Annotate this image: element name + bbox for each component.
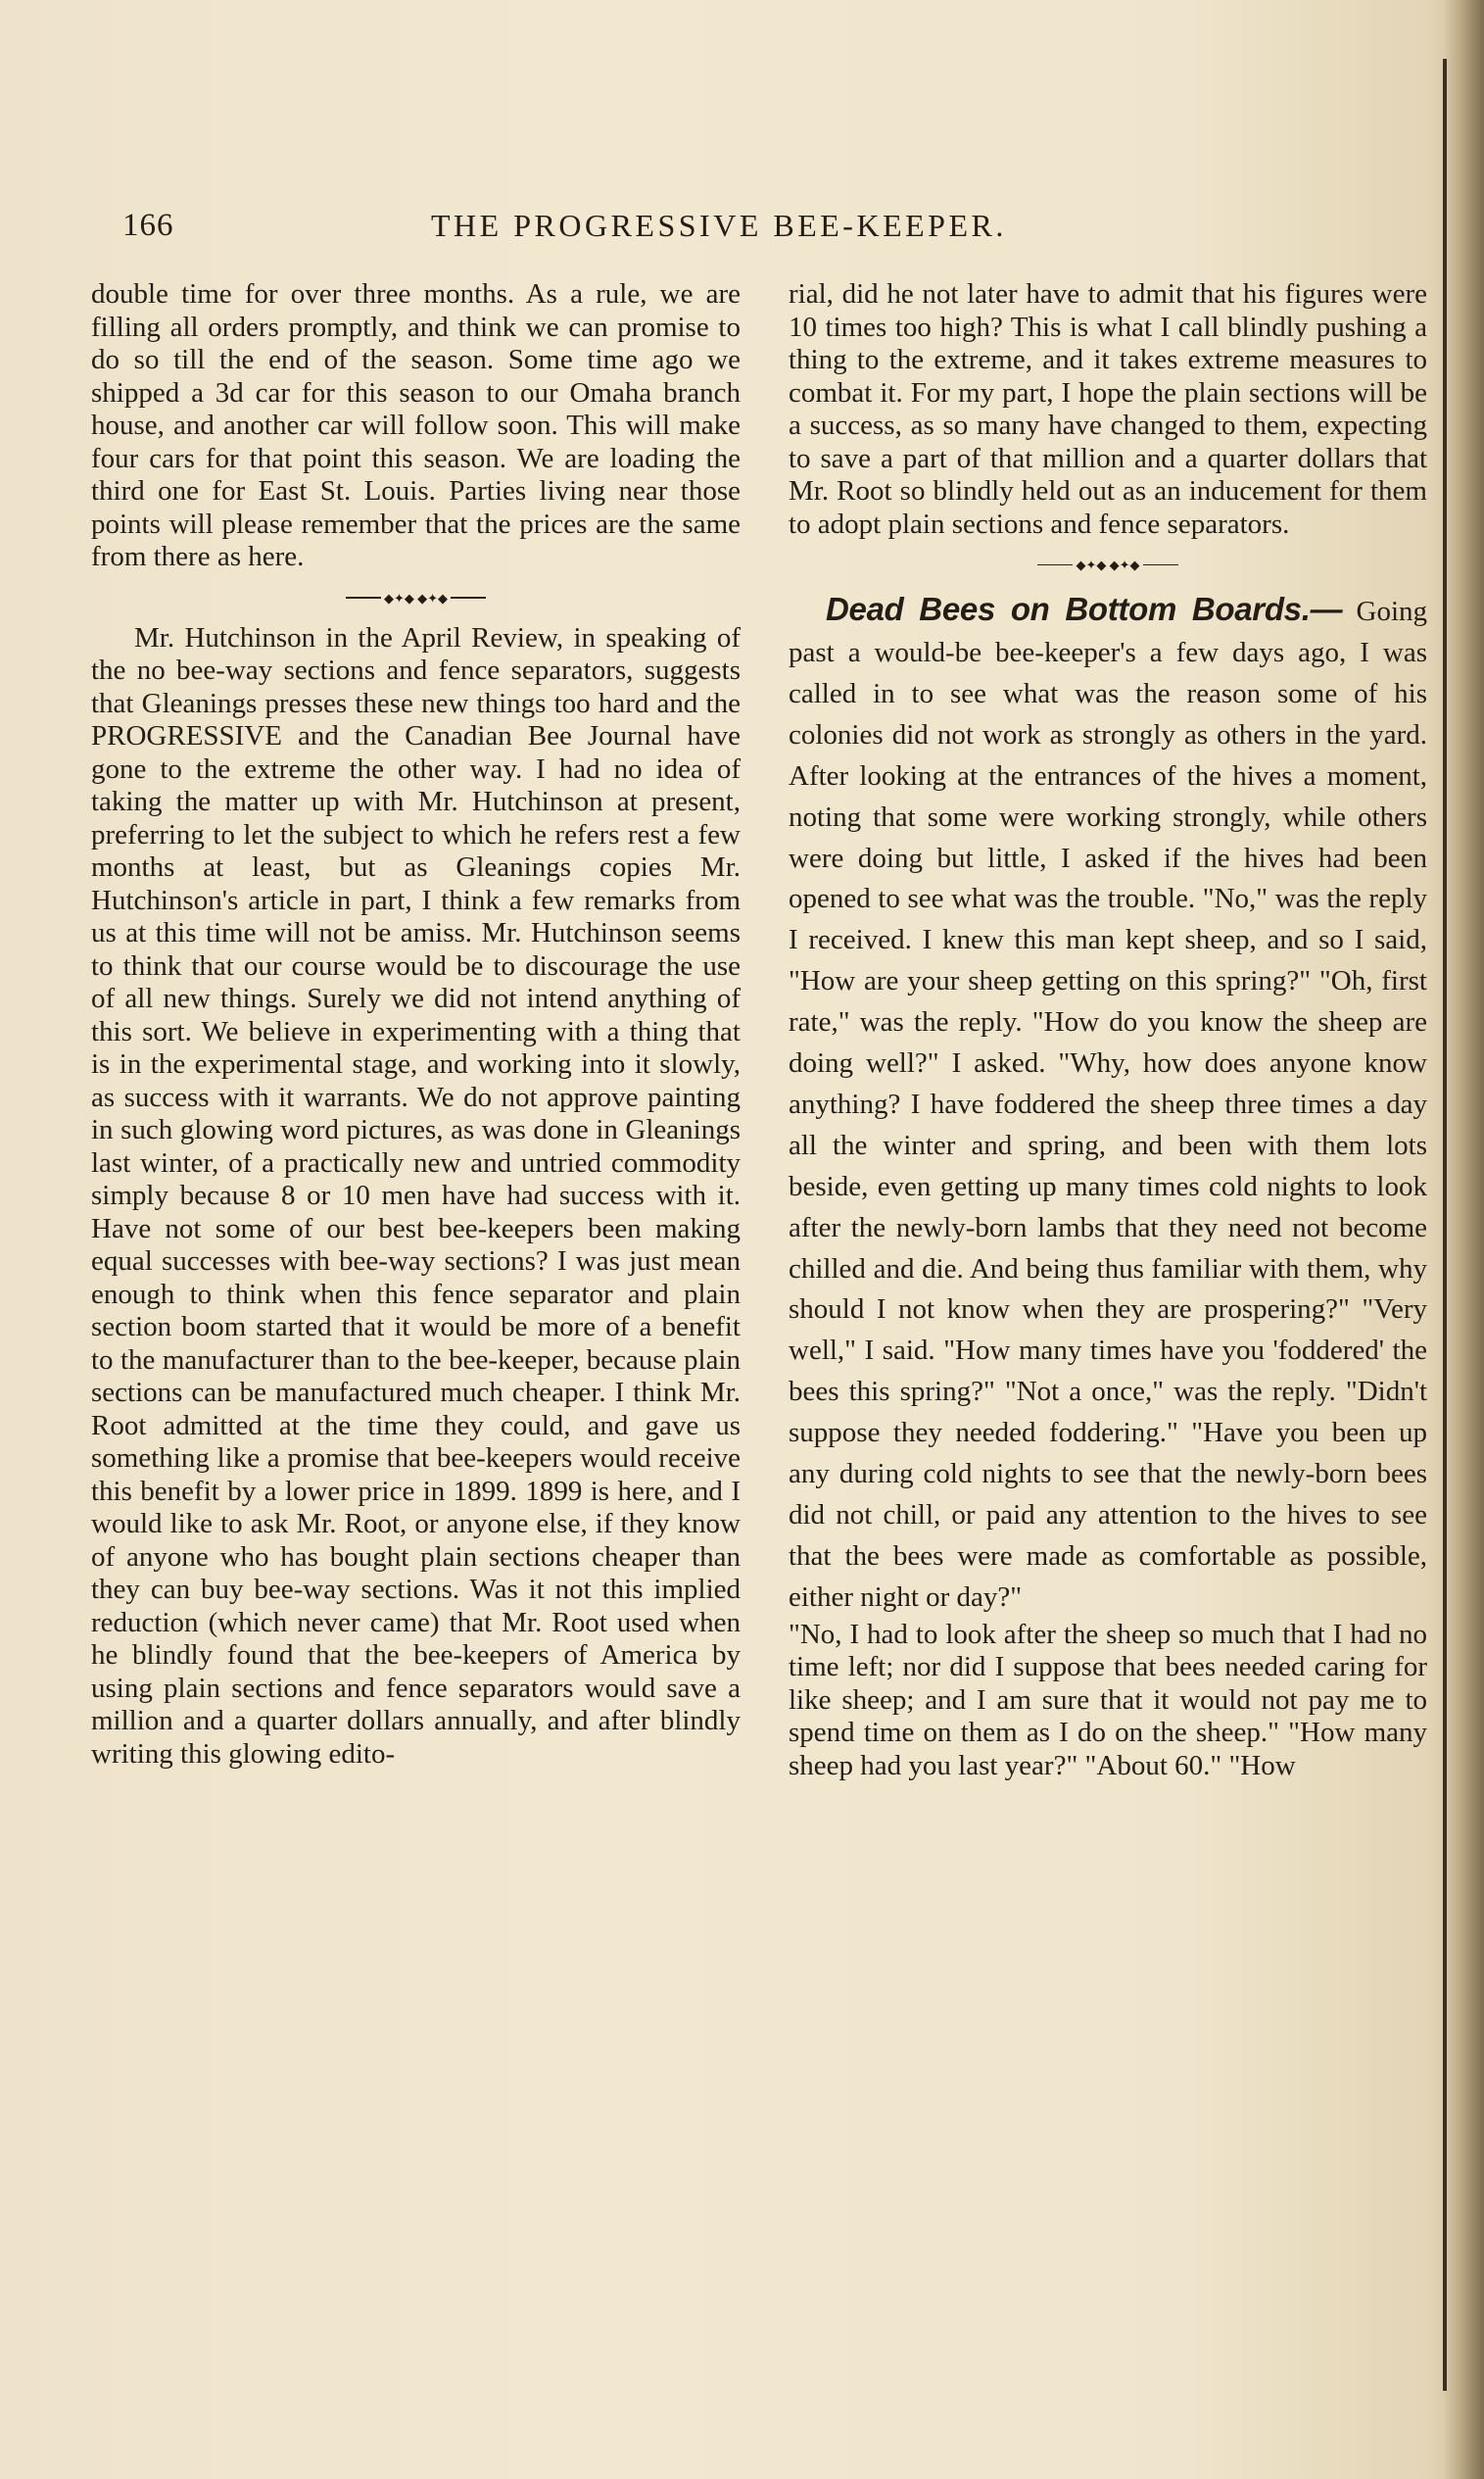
page-header [122,208,1102,257]
running-title: THE PROGRESSIVE BEE-KEEPER. [431,208,1007,243]
right-column [789,278,1427,1782]
article-heading: Dead Bees on Bottom Boards.— [826,591,1343,628]
left-paragraph-2: Mr. Hutchinson in the April Review, in speaking of the no bee-way sections and fence separators, suggests that Gleanings presses these new things too hard and the PROGRESSIVE and the Canadian Bee Journal have gone to the extreme the other way. I had no idea of taking the matter up with Mr. Hutchinson at present, preferring to let the subject to which he refers rest a few months at least, but as Gleanings copies Mr. Hutchinson's article in part, I think a few remarks from us at this time will not be amiss. Mr. Hutchinson seems to think that our course would be to discourage the use of all new things. Surely we did not intend anything of this sort. We believe in experimenting with a thing that is in the experimental stage, and working into it slowly, as success with it warrants. We do not approve painting in such glowing word pictures, as was done in Gleanings last winter, of a practically new and untried commodity simply because 8 or 10 men have had success with it. Have not some of our best bee-keepers been making equal successes with bee-way sections? I was just mean enough to think when this fence separator and plain section boom started that it would be more of a benefit to the manufacturer than to the bee-keeper, because plain sections can be manufactured much cheaper. I think Mr. Root admitted at the time they could, and gave us something like a promise that bee-keepers would receive this benefit by a lower price in 1899. 1899 is here, and I would like to ask Mr. Root, or anyone else, if they know of anyone who has bought plain sections cheaper than they can buy bee-way sections. Was it not this implied reduction (which never came) that Mr. Root used when he blindly found that the bee-keepers of America by using plain sections and fence separators would save a million and a quarter dollars annually, and after blindly writing this glowing edito- [91,621,741,1770]
page-edge [1443,59,1447,2391]
left-paragraph-1: double time for over three months. As a rule, we are filling all orders promptly, and think we can promise to do so till the end of the season. Some time ago we shipped a 3d car for this season to our Omaha branch house, and another car will follow soon. This will make four cars for that point this season. We are loading the third one for East St. Louis. Parties living near those points will please remember that the prices are the same from there as here. [91,278,741,572]
left-column [91,278,741,1771]
right-paragraph-2: Going past a would-be bee-keeper's a few days ago, I was called in to see what was the reason some of his colonies did not work as strongly as others in the yard. After looking at the entrances of the hives a moment, noting that some were working strongly, while others were doing but little, I asked if the hives had been opened to see what was the trouble. "No," was the reply I received. I knew this man kept sheep, and so I said, "How are your sheep getting on this spring?" "Oh, first rate," was the reply. "How do you know the sheep are doing well?" I asked. "Why, how does anyone know anything? I have foddered the sheep three times a day all the winter and spring, and been with them lots beside, even getting up many times cold nights to look after the newly-born lambs that they need not become chilled and die. And being thus familiar with them, why should I not know when they are prospering?" "Very well," I said. "How many times have you 'foddered' the bees this spring?" "Not a once," was the reply. "Didn't suppose they needed foddering." "Have you been up any during cold nights to see that the newly-born bees did not chill, or paid any attention to the hives to see that the bees were made as comfortable as possible, either night or day?" [789,596,1427,1613]
section-divider: ◆✦◆ ◆✦◆ [91,591,741,606]
right-paragraph-3: "No, I had to look after the sheep so much that I had no time left; nor did I suppose that bees needed caring for like sheep; and I am sure that it would not pay me to spend time on them as I do on the sheep." "How many sheep had you last year?" "About 60." "How [789,1618,1427,1781]
page-number: 166 [122,208,174,243]
section-divider: ◆✦◆ ◆✦◆ [789,558,1427,572]
book-spine-shadow [1443,0,1484,2479]
right-paragraph-1: rial, did he not later have to admit that his figures were 10 times too high? This is what I call blindly pushing a thing to the extreme, and it takes extreme measures to combat it. For my part, I hope the plain sections will be a success, as so many have changed to them, expecting to save a part of that million and a quarter dollars that Mr. Root so blindly held out as an inducement for them to adopt plain sections and fence separators. [789,278,1427,540]
